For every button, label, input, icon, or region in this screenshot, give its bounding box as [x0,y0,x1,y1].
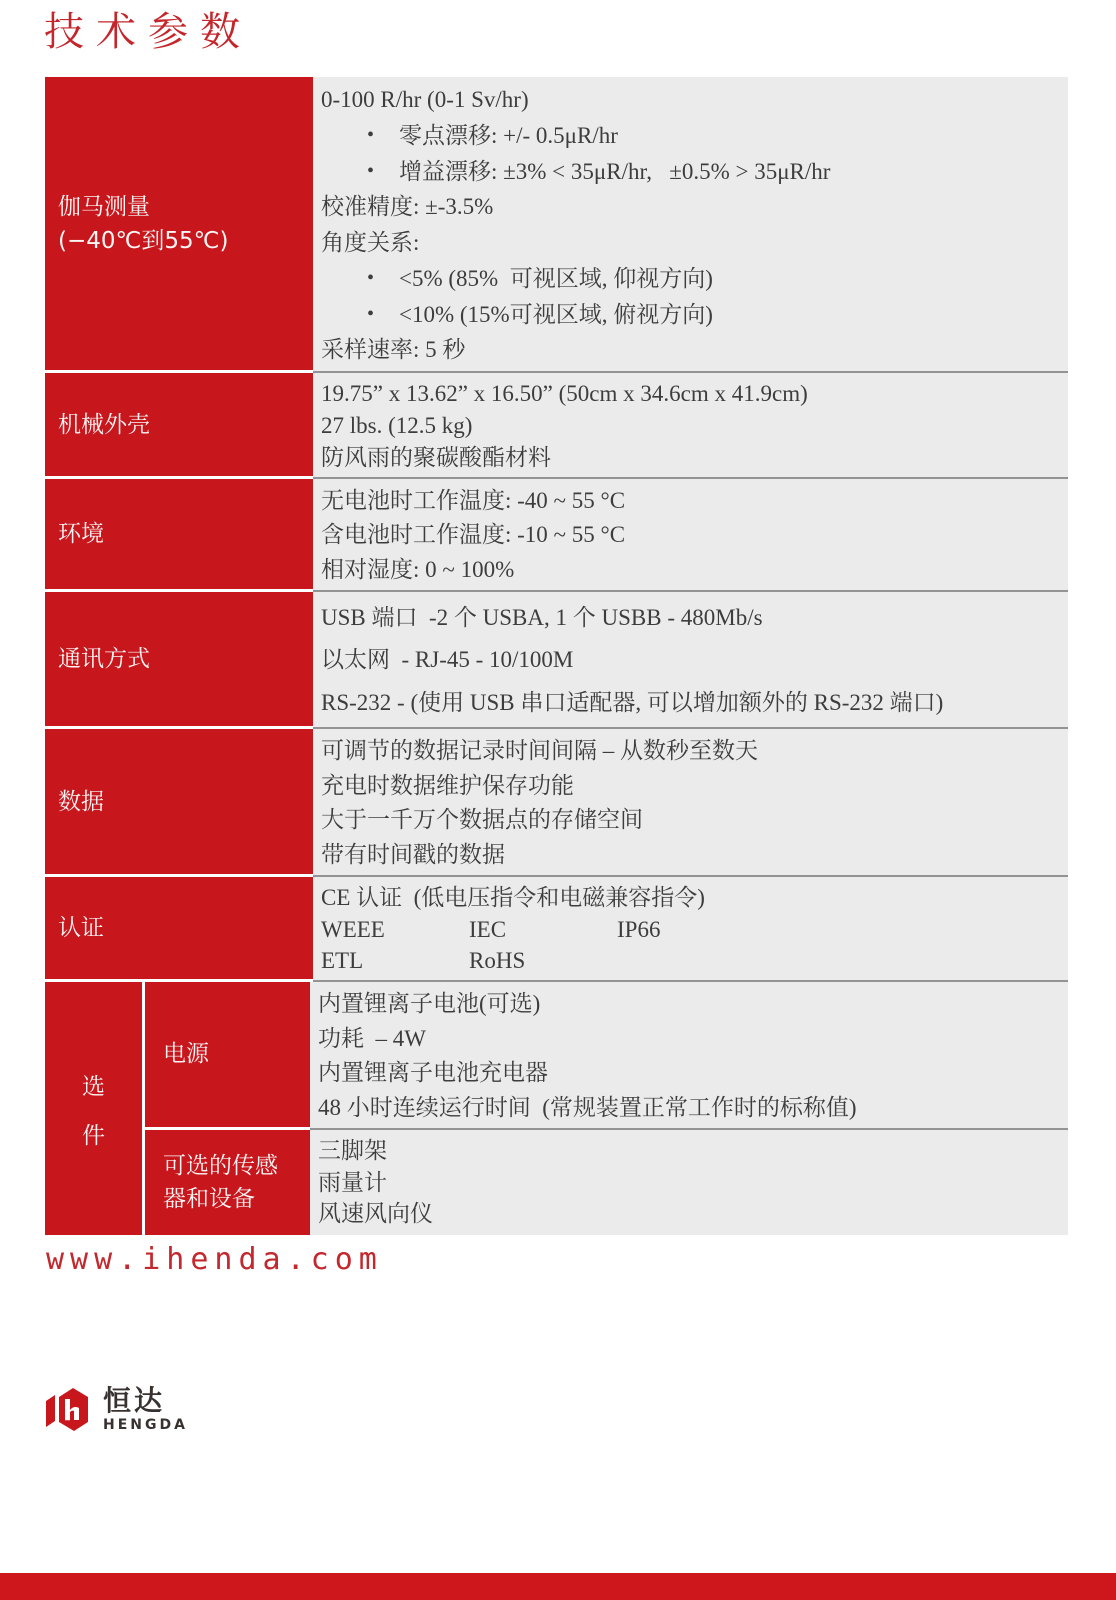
spec-line: 相对湿度: 0 ~ 100% [321,556,515,582]
subrow-content-sensors [310,1130,1068,1235]
row-label-data [45,729,313,877]
page-title: 技术参数 [44,9,252,54]
row-label-certification [45,877,313,982]
spec-line: CE 认证 (低电压指令和电磁兼容指令) [321,885,705,910]
spec-table [45,77,1068,1235]
spec-line: 充电时数据维护保存功能 [321,772,574,798]
row-content-housing [313,373,1068,479]
row-content-environment [313,479,1068,592]
spec-line: 角度关系: [321,230,420,255]
row-label-char: 件 [82,1122,105,1149]
bullet-icon: • [367,302,375,325]
spec-line: 内置锂离子电池充电器 [318,1060,548,1085]
spec-row-environment [45,479,1068,592]
spec-row-communication [45,592,1068,729]
subrow-label-sensors [145,1130,310,1235]
row-label-line: 认证 [58,915,104,941]
row-label-housing [45,373,313,479]
cert-item: IEC [469,916,507,942]
spec-line-text: <5% (85% 可视区域, 仰视方向) [399,265,713,291]
spec-line [321,914,1064,946]
spec-line-text: 零点漂移: +/- 0.5μR/hr [399,122,618,148]
spec-line-text: <10% (15%可视区域, 俯视方向) [399,301,713,327]
options-subrows [145,982,1068,1235]
spec-line: 带有时间戳的数据 [321,841,505,867]
spec-line: 采样速率: 5 秒 [321,337,466,363]
row-label-line: 通讯方式 [58,646,150,672]
logo-text [103,1386,188,1434]
spec-line: 19.75” x 13.62” x 16.50” (50cm x 34.6cm x 41.9cm) [321,381,808,406]
logo-name-en: HENGDA [103,1417,188,1433]
spec-line-text: 增益漂移: ±3% < 35μR/hr, ±0.5% > 35μR/hr [399,158,831,184]
options-subrow-power [145,982,1068,1130]
row-label-options [45,982,145,1235]
spec-line: 防风雨的聚碳酸酯材料 [321,445,551,470]
spec-line: 校准精度: ±-3.5% [321,194,494,220]
cert-item: RoHS [469,948,526,974]
spec-line: 三脚架 [318,1138,387,1163]
spec-line [321,154,1064,190]
spec-line [321,118,1064,154]
spec-line: 功耗 – 4W [318,1025,426,1051]
spec-line: 无电池时工作温度: -40 ~ 55 °C [321,488,626,513]
spec-line: 以太网 - RJ-45 - 10/100M [321,647,574,673]
spec-row-options [45,982,1068,1235]
row-label-line: 环境 [58,521,104,547]
footer-red-bar [0,1573,1116,1600]
row-label-communication [45,592,313,729]
spec-line: 27 lbs. (12.5 kg) [321,413,473,438]
spec-line: 可调节的数据记录时间间隔 – 从数秒至数天 [321,738,758,763]
logo-name-cn: 恒达 [103,1384,166,1417]
subrow-label-line: 器和设备 [163,1185,255,1212]
cert-item: WEEE [321,916,385,942]
row-content-gamma [313,77,1068,373]
spec-line: 风速风向仪 [318,1201,433,1227]
spec-line [321,297,1064,333]
row-content-communication [313,592,1068,729]
spec-line: 大于一千万个数据点的存储空间 [321,807,643,832]
spec-row-housing [45,373,1068,479]
hengda-logo-icon [44,1384,90,1436]
options-subrow-sensors [145,1130,1068,1235]
row-content-data [313,729,1068,877]
spec-line: RS-232 - (使用 USB 串口适配器, 可以增加额外的 RS-232 端口) [321,689,944,715]
row-label-char: 选 [82,1073,105,1100]
subrow-label-power [145,982,310,1130]
row-label-line: 伽马测量 [58,193,150,220]
spec-line: 48 小时连续运行时间 (常规装置正常工作时的标称值) [318,1094,857,1120]
spec-line: 内置锂离子电池(可选) [318,991,541,1016]
bullet-icon: • [367,123,375,146]
spec-row-gamma [45,77,1068,373]
row-label-line: (−40℃到55℃) [58,227,229,254]
website-url: www.ihenda.com [46,1242,383,1277]
spec-line [321,261,1064,297]
spec-row-certification [45,877,1068,982]
spec-line: 含电池时工作温度: -10 ~ 55 °C [321,522,626,548]
row-label-line: 机械外壳 [58,411,150,438]
spec-line: 雨量计 [318,1169,387,1195]
cert-item: IP66 [617,916,661,942]
bullet-icon: • [367,266,375,289]
spec-line: 0-100 R/hr (0-1 Sv/hr) [321,87,529,112]
cert-item: ETL [321,948,364,974]
subrow-label-line: 电源 [163,1041,209,1067]
row-label-environment [45,479,313,592]
spec-line [321,945,1064,977]
subrow-label-line: 可选的传感 [163,1152,278,1179]
bullet-icon: • [367,159,375,182]
spec-row-data [45,729,1068,877]
spec-line: USB 端口 -2 个 USBA, 1 个 USBB - 480Mb/s [321,605,763,630]
row-content-certification [313,877,1068,982]
row-label-gamma [45,77,313,373]
subrow-content-power [310,982,1068,1130]
row-label-line: 数据 [58,788,104,815]
company-logo [44,1384,188,1436]
